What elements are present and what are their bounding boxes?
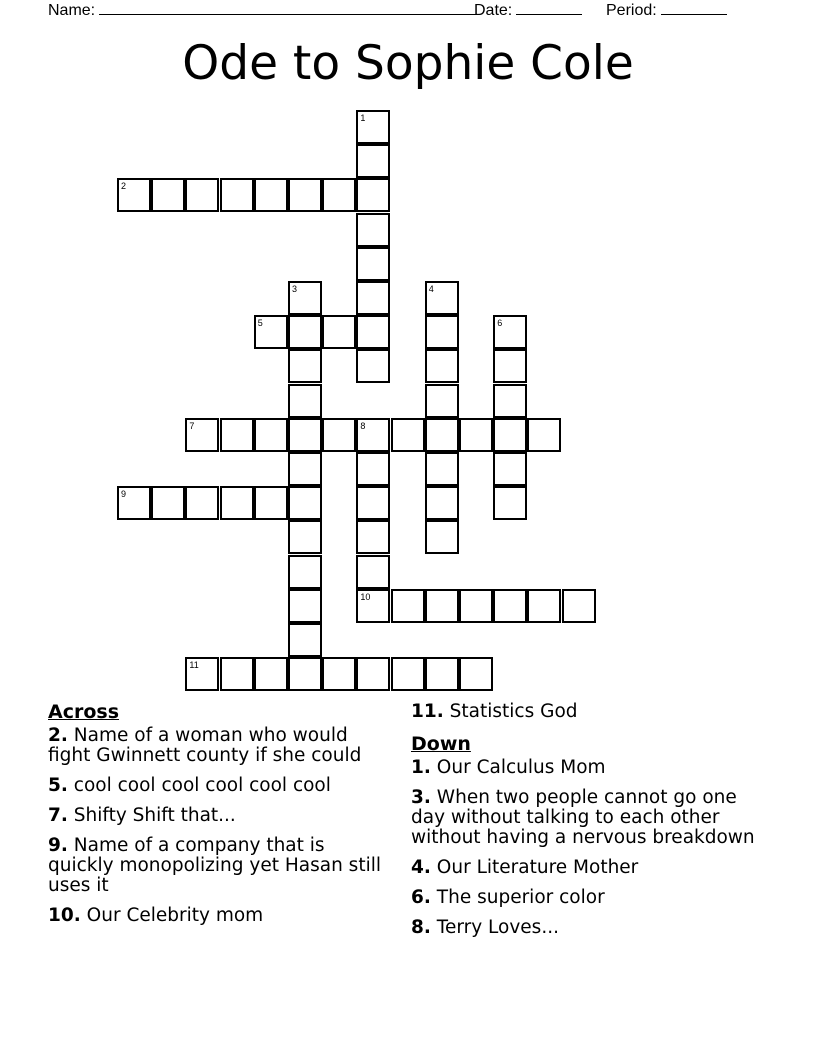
grid-cell[interactable] xyxy=(493,384,527,418)
grid-cell[interactable] xyxy=(356,520,390,554)
grid-cell[interactable] xyxy=(356,315,390,349)
clue-across-11 xyxy=(411,702,771,722)
clue-text: The superior color xyxy=(436,887,605,908)
clue-start-number: 9 xyxy=(121,489,127,500)
grid-cell[interactable] xyxy=(288,623,322,657)
clue-across-7 xyxy=(48,806,393,826)
period-field[interactable] xyxy=(606,0,727,20)
grid-cell[interactable] xyxy=(562,589,596,623)
grid-cell[interactable] xyxy=(425,384,459,418)
grid-cell[interactable] xyxy=(185,657,219,691)
grid-cell[interactable] xyxy=(356,110,390,144)
clue-number: 8. xyxy=(411,917,431,938)
grid-cell[interactable] xyxy=(425,520,459,554)
grid-cell[interactable] xyxy=(425,418,459,452)
clue-down-1 xyxy=(411,758,771,778)
clue-down-3 xyxy=(411,788,771,848)
grid-cell[interactable] xyxy=(356,144,390,178)
grid-cell[interactable] xyxy=(459,589,493,623)
clue-start-number: 11 xyxy=(189,660,199,671)
grid-cell[interactable] xyxy=(288,657,322,691)
grid-cell[interactable] xyxy=(254,486,288,520)
grid-cell[interactable] xyxy=(288,418,322,452)
grid-cell[interactable] xyxy=(391,589,425,623)
name-label: Name: xyxy=(48,2,96,19)
date-label: Date: xyxy=(474,2,513,19)
clues-left-column xyxy=(48,700,393,936)
grid-cell[interactable] xyxy=(288,452,322,486)
clue-text: Name of a woman who would fight Gwinnett county if she could xyxy=(48,725,362,766)
clue-text: When two people cannot go one day without talking to each other without having a nervous breakdown xyxy=(411,787,755,848)
clue-down-4 xyxy=(411,858,771,878)
grid-cell[interactable] xyxy=(117,486,151,520)
grid-cell[interactable] xyxy=(220,418,254,452)
clue-text: Our Calculus Mom xyxy=(436,757,606,778)
clue-text: Shifty Shift that... xyxy=(73,805,236,826)
grid-cell[interactable] xyxy=(288,589,322,623)
grid-cell[interactable] xyxy=(356,213,390,247)
clue-down-6 xyxy=(411,888,771,908)
grid-cell[interactable] xyxy=(288,520,322,554)
grid-cell[interactable] xyxy=(425,281,459,315)
grid-cell[interactable] xyxy=(356,486,390,520)
down-heading: Down xyxy=(411,733,471,755)
clue-across-10 xyxy=(48,906,393,926)
date-field[interactable] xyxy=(474,0,582,20)
clue-start-number: 10 xyxy=(360,591,371,602)
grid-cell[interactable] xyxy=(425,349,459,383)
grid-cell[interactable] xyxy=(254,418,288,452)
grid-cell[interactable] xyxy=(254,315,288,349)
grid-cell[interactable] xyxy=(493,589,527,623)
grid-cell[interactable] xyxy=(425,589,459,623)
clue-text: Statistics God xyxy=(449,701,578,722)
grid-cell[interactable] xyxy=(117,178,151,212)
grid-cell[interactable] xyxy=(288,555,322,589)
grid-cell[interactable] xyxy=(185,418,219,452)
grid-cell[interactable] xyxy=(220,178,254,212)
clue-across-9 xyxy=(48,836,393,896)
clue-start-number: 7 xyxy=(189,420,195,431)
grid-cell[interactable] xyxy=(425,657,459,691)
grid-cell[interactable] xyxy=(185,486,219,520)
grid-cell[interactable] xyxy=(356,452,390,486)
grid-cell[interactable] xyxy=(391,418,425,452)
page-title: Ode to Sophie Cole xyxy=(182,36,634,91)
clue-start-number: 8 xyxy=(360,420,366,431)
grid-cell[interactable] xyxy=(425,315,459,349)
date-blank[interactable] xyxy=(516,0,582,15)
grid-cell[interactable] xyxy=(151,486,185,520)
clue-text: Our Literature Mother xyxy=(436,857,639,878)
clue-number: 5. xyxy=(48,775,68,796)
grid-cell[interactable] xyxy=(459,657,493,691)
clue-number: 1. xyxy=(411,757,431,778)
grid-cell[interactable] xyxy=(425,486,459,520)
grid-cell[interactable] xyxy=(391,657,425,691)
clue-start-number: 5 xyxy=(257,318,263,329)
grid-cell[interactable] xyxy=(527,589,561,623)
grid-cell[interactable] xyxy=(288,349,322,383)
clue-text: Name of a company that is quickly monopolizing yet Hasan still uses it xyxy=(48,835,381,896)
across-heading: Across xyxy=(48,701,120,723)
grid-cell[interactable] xyxy=(288,384,322,418)
grid-cell[interactable] xyxy=(356,281,390,315)
grid-cell[interactable] xyxy=(185,178,219,212)
grid-cell[interactable] xyxy=(356,178,390,212)
grid-cell[interactable] xyxy=(220,486,254,520)
grid-cell[interactable] xyxy=(356,589,390,623)
grid-cell[interactable] xyxy=(356,349,390,383)
grid-cell[interactable] xyxy=(459,418,493,452)
grid-cell[interactable] xyxy=(151,178,185,212)
grid-cell[interactable] xyxy=(527,418,561,452)
clue-number: 10. xyxy=(48,905,81,926)
grid-cell[interactable] xyxy=(288,281,322,315)
clue-number: 2. xyxy=(48,725,68,746)
clue-text: Our Celebrity mom xyxy=(86,905,264,926)
clue-start-number: 1 xyxy=(360,113,366,123)
name-field[interactable] xyxy=(48,0,477,20)
clue-number: 3. xyxy=(411,787,431,808)
clue-text: cool cool cool cool cool cool xyxy=(73,775,331,796)
student-info-header xyxy=(0,0,816,22)
grid-cell[interactable] xyxy=(288,315,322,349)
grid-cell[interactable] xyxy=(356,418,390,452)
grid-cell[interactable] xyxy=(356,247,390,281)
clue-start-number: 4 xyxy=(428,284,434,294)
clue-text: Terry Loves... xyxy=(436,917,559,938)
grid-cell[interactable] xyxy=(322,315,356,349)
grid-cell[interactable] xyxy=(425,452,459,486)
clue-start-number: 2 xyxy=(121,181,127,192)
grid-cell[interactable] xyxy=(254,178,288,212)
grid-cell[interactable] xyxy=(493,315,527,349)
clue-number: 7. xyxy=(48,805,68,826)
clue-start-number: 6 xyxy=(497,318,503,329)
grid-cell[interactable] xyxy=(254,657,288,691)
grid-cell[interactable] xyxy=(220,657,254,691)
clue-number: 4. xyxy=(411,857,431,878)
grid-cell[interactable] xyxy=(493,418,527,452)
grid-cell[interactable] xyxy=(356,555,390,589)
clue-across-2 xyxy=(48,726,393,766)
clue-number: 6. xyxy=(411,887,431,908)
grid-cell[interactable] xyxy=(322,178,356,212)
clue-start-number: 3 xyxy=(292,284,298,294)
grid-cell[interactable] xyxy=(288,486,322,520)
grid-cell[interactable] xyxy=(493,452,527,486)
period-blank[interactable] xyxy=(661,0,727,15)
grid-cell[interactable] xyxy=(322,418,356,452)
clue-number: 11. xyxy=(411,701,444,722)
clue-number: 9. xyxy=(48,835,68,856)
grid-cell[interactable] xyxy=(356,657,390,691)
name-blank[interactable] xyxy=(99,0,477,15)
grid-cell[interactable] xyxy=(493,349,527,383)
grid-cell[interactable] xyxy=(493,486,527,520)
period-label: Period: xyxy=(606,2,657,19)
grid-cell[interactable] xyxy=(288,178,322,212)
clue-down-8 xyxy=(411,918,771,938)
clues-right-column xyxy=(411,700,771,948)
grid-cell[interactable] xyxy=(322,657,356,691)
clue-across-5 xyxy=(48,776,393,796)
